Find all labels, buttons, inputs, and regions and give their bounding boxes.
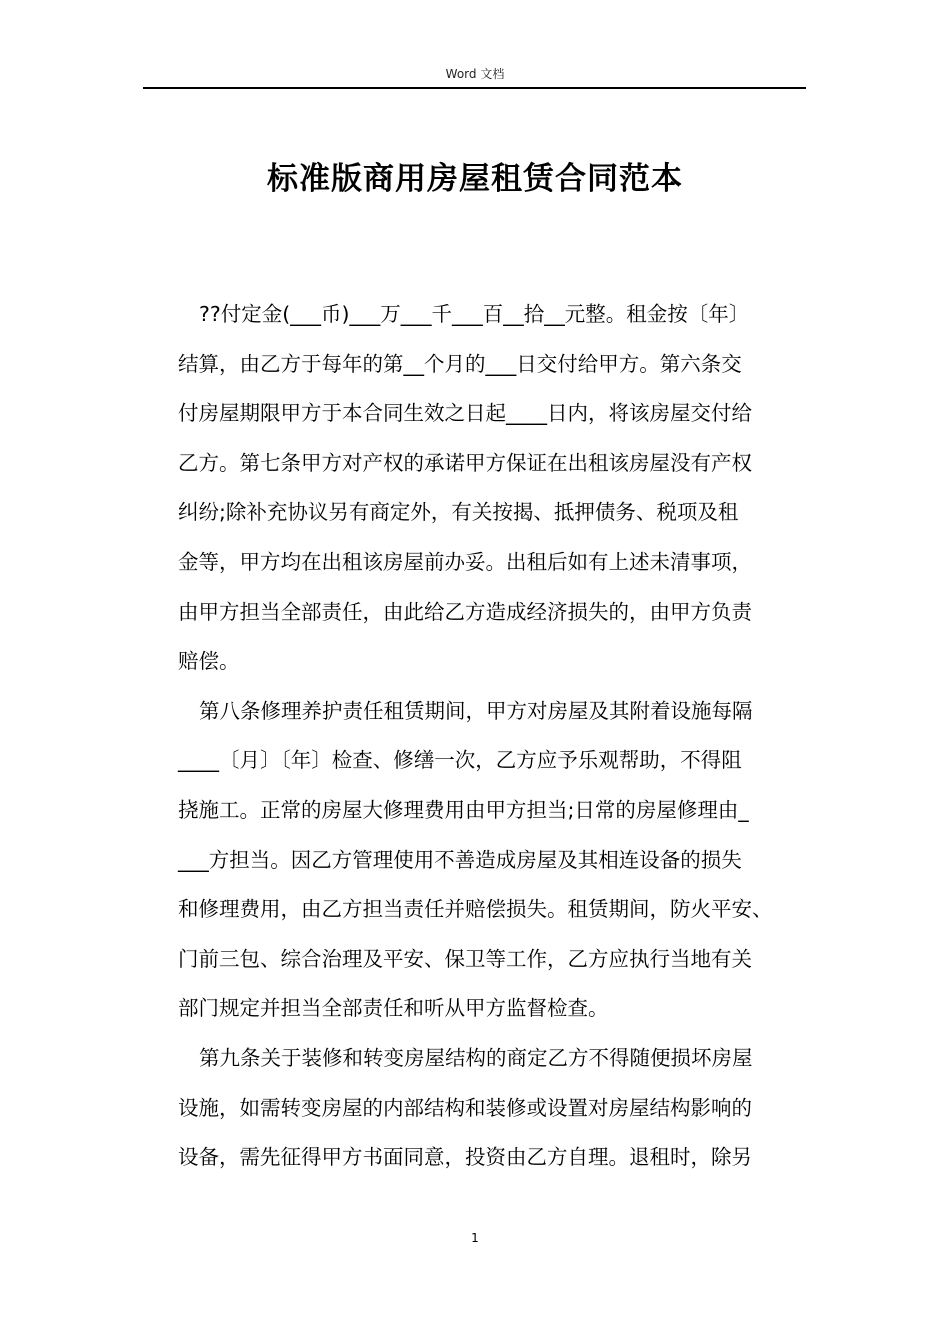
text-line: 付房屋期限甲方于本合同生效之日起____日内，将该房屋交付给 xyxy=(178,401,752,426)
text-line: 金等，甲方均在出租该房屋前办妥。出租后如有上述未清事项， xyxy=(178,549,752,574)
document-title: 标准版商用房屋租赁合同范本 xyxy=(267,161,683,197)
text-line: ??付定金(___币)___万___千___百__拾__元整。租金按〔年〕 xyxy=(199,302,750,326)
text-line: 门前三包、综合治理及平安、保卫等工作，乙方应执行当地有关 xyxy=(178,946,752,971)
page-number: 1 xyxy=(471,1231,479,1245)
text-line: ____〔月〕〔年〕检查、修缮一次，乙方应予乐观帮助，不得阻 xyxy=(178,748,742,773)
text-line: 第八条修理养护责任租赁期间，甲方对房屋及其附着设施每隔 xyxy=(199,698,753,723)
text-line: 纠纷;除补充协议另有商定外，有关按揭、抵押债务、税项及租 xyxy=(178,500,739,525)
text-line: 设施，如需转变房屋的内部结构和装修或设置对房屋结构影响的 xyxy=(178,1095,752,1120)
page-header: Word 文档 xyxy=(445,67,505,81)
text-line: 部门规定并担当全部责任和听从甲方监督检查。 xyxy=(178,996,609,1021)
text-line: 乙方。第七条甲方对产权的承诺甲方保证在出租该房屋没有产权 xyxy=(178,450,752,475)
text-line: 结算，由乙方于每年的第__个月的___日交付给甲方。第六条交 xyxy=(178,351,742,376)
text-line: ___方担当。因乙方管理使用不善造成房屋及其相连设备的损失 xyxy=(178,847,742,872)
text-line: 第九条关于装修和转变房屋结构的商定乙方不得随便损坏房屋 xyxy=(199,1045,753,1070)
paragraph-3 xyxy=(178,1034,818,1183)
text-line: 赔偿。 xyxy=(178,649,240,674)
text-line: 挠施工。正常的房屋大修理费用由甲方担当;日常的房屋修理由_ xyxy=(178,797,749,822)
document-body xyxy=(178,290,818,1183)
header-rule xyxy=(143,87,806,89)
paragraph-2 xyxy=(178,687,818,1034)
paragraph-1 xyxy=(178,290,818,687)
text-line: 和修理费用，由乙方担当责任并赔偿损失。租赁期间，防火平安、 xyxy=(178,897,773,922)
text-line: 由甲方担当全部责任，由此给乙方造成经济损失的，由甲方负责 xyxy=(178,599,752,624)
text-line: 设备，需先征得甲方书面同意，投资由乙方自理。退租时，除另 xyxy=(178,1145,752,1170)
